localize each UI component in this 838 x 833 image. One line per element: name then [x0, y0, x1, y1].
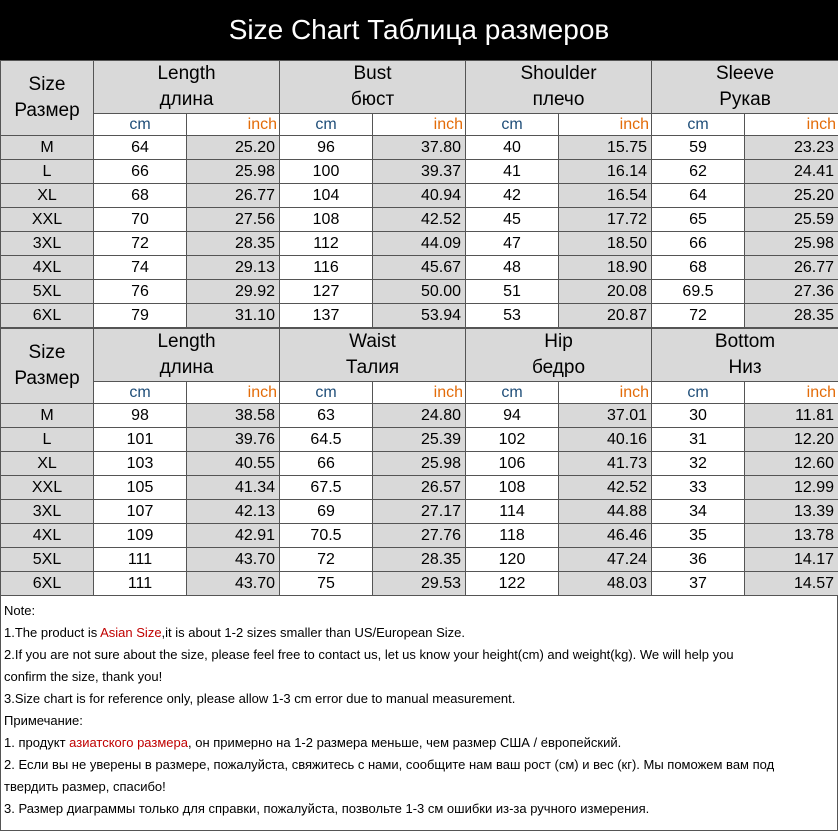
- cm-value: 37: [652, 572, 745, 596]
- note-highlight: азиатского размера: [69, 735, 188, 750]
- cm-value: 66: [652, 232, 745, 256]
- cm-value: 36: [652, 548, 745, 572]
- size-label: 4XL: [1, 256, 94, 280]
- cm-value: 122: [466, 572, 559, 596]
- inch-value: 25.39: [373, 428, 466, 452]
- cm-value: 96: [280, 136, 373, 160]
- size-header-ru: Размер: [14, 368, 80, 389]
- size-label: L: [1, 160, 94, 184]
- note-ru-1: [4, 732, 834, 754]
- inch-value: 25.98: [187, 160, 280, 184]
- inch-value: 37.80: [373, 136, 466, 160]
- unit-cm: cm: [652, 382, 745, 404]
- inch-value: 16.54: [559, 184, 652, 208]
- unit-inch: inch: [373, 114, 466, 136]
- column-header-en: Hip: [544, 331, 573, 352]
- table-row: [1, 184, 838, 208]
- cm-value: 41: [466, 160, 559, 184]
- table-row: [1, 524, 838, 548]
- table-row: [1, 452, 838, 476]
- unit-inch: inch: [373, 382, 466, 404]
- size-header-en: Size: [28, 74, 66, 95]
- cm-value: 107: [94, 500, 187, 524]
- inch-value: 31.10: [187, 304, 280, 328]
- cm-value: 40: [466, 136, 559, 160]
- column-header-sleeve: [652, 61, 838, 114]
- cm-value: 68: [652, 256, 745, 280]
- note-en-3: 3.Size chart is for reference only, please allow 1-3 cm error due to manual measurement.: [4, 691, 516, 706]
- inch-value: 28.35: [187, 232, 280, 256]
- cm-value: 105: [94, 476, 187, 500]
- column-header-en: Shoulder: [520, 63, 597, 84]
- inch-value: 18.90: [559, 256, 652, 280]
- column-header-bottom: [652, 329, 838, 382]
- inch-value: 40.55: [187, 452, 280, 476]
- inch-value: 27.36: [745, 280, 838, 304]
- inch-value: 25.20: [745, 184, 838, 208]
- cm-value: 70: [94, 208, 187, 232]
- note-ru-2a: 2. Если вы не уверены в размере, пожалуйста, свяжитесь с нами, сообщите нам ваш рост (см) и вес (кг). Мы поможем вам под: [4, 757, 775, 772]
- table-row: [1, 304, 838, 328]
- column-header-shoulder: [466, 61, 652, 114]
- cm-value: 137: [280, 304, 373, 328]
- inch-value: 39.76: [187, 428, 280, 452]
- size-header-en: Size: [28, 342, 66, 363]
- inch-value: 14.57: [745, 572, 838, 596]
- cm-value: 101: [94, 428, 187, 452]
- size-label: XL: [1, 452, 94, 476]
- column-header-en: Length: [157, 331, 216, 352]
- unit-cm: cm: [94, 114, 187, 136]
- column-header-ru: бюст: [350, 89, 395, 110]
- inch-value: 25.98: [745, 232, 838, 256]
- inch-value: 12.60: [745, 452, 838, 476]
- size-header-ru: Размер: [14, 100, 80, 121]
- table-row: [1, 428, 838, 452]
- inch-value: 12.20: [745, 428, 838, 452]
- cm-value: 33: [652, 476, 745, 500]
- cm-value: 76: [94, 280, 187, 304]
- note-text: , он примерно на 1-2 размера меньше, чем размер США / европейский.: [187, 735, 622, 750]
- size-label: XXL: [1, 476, 94, 500]
- inch-value: 15.75: [559, 136, 652, 160]
- size-header: [1, 61, 94, 136]
- inch-value: 44.88: [559, 500, 652, 524]
- inch-value: 12.99: [745, 476, 838, 500]
- cm-value: 42: [466, 184, 559, 208]
- inch-value: 42.52: [559, 476, 652, 500]
- note-en-2a: 2.If you are not sure about the size, please feel free to contact us, let us know your height(cm) and weight(kg). We will help you: [4, 647, 734, 662]
- note-en-1: [4, 622, 834, 644]
- cm-value: 127: [280, 280, 373, 304]
- table-row: [1, 476, 838, 500]
- inch-value: 14.17: [745, 548, 838, 572]
- inch-value: 25.98: [373, 452, 466, 476]
- cm-value: 35: [652, 524, 745, 548]
- inch-value: 43.70: [187, 548, 280, 572]
- inch-value: 44.09: [373, 232, 466, 256]
- unit-inch: inch: [745, 382, 838, 404]
- inch-value: 40.94: [373, 184, 466, 208]
- size-label: 4XL: [1, 524, 94, 548]
- cm-value: 116: [280, 256, 373, 280]
- inch-value: 47.24: [559, 548, 652, 572]
- cm-value: 108: [466, 476, 559, 500]
- inch-value: 25.20: [187, 136, 280, 160]
- inch-value: 26.77: [187, 184, 280, 208]
- note-ru-2b: твердить размер, спасибо!: [4, 779, 166, 794]
- note-highlight: Asian Size: [100, 625, 162, 640]
- size-label: 6XL: [1, 304, 94, 328]
- inch-value: 11.81: [745, 404, 838, 428]
- inch-value: 13.39: [745, 500, 838, 524]
- cm-value: 103: [94, 452, 187, 476]
- column-header-ru: Рукав: [719, 89, 771, 110]
- cm-value: 111: [94, 548, 187, 572]
- column-header-length: [94, 329, 280, 382]
- table-row: [1, 404, 838, 428]
- cm-value: 120: [466, 548, 559, 572]
- inch-value: 41.73: [559, 452, 652, 476]
- inch-value: 29.92: [187, 280, 280, 304]
- unit-cm: cm: [280, 114, 373, 136]
- note-text: 1. продукт: [4, 735, 70, 750]
- inch-value: 46.46: [559, 524, 652, 548]
- inch-value: 27.17: [373, 500, 466, 524]
- unit-cm: cm: [652, 114, 745, 136]
- column-header-bust: [280, 61, 466, 114]
- inch-value: 17.72: [559, 208, 652, 232]
- cm-value: 64: [652, 184, 745, 208]
- table-row: [1, 572, 838, 596]
- size-label: M: [1, 136, 94, 160]
- cm-value: 53: [466, 304, 559, 328]
- inch-value: 42.91: [187, 524, 280, 548]
- cm-value: 70.5: [280, 524, 373, 548]
- cm-value: 118: [466, 524, 559, 548]
- inch-value: 18.50: [559, 232, 652, 256]
- unit-inch: inch: [559, 114, 652, 136]
- inch-value: 27.76: [373, 524, 466, 548]
- cm-value: 67.5: [280, 476, 373, 500]
- cm-value: 108: [280, 208, 373, 232]
- cm-value: 32: [652, 452, 745, 476]
- note-en-2b: confirm the size, thank you!: [4, 669, 163, 684]
- column-header-ru: бедро: [531, 357, 586, 378]
- cm-value: 69: [280, 500, 373, 524]
- size-header: [1, 329, 94, 404]
- cm-value: 106: [466, 452, 559, 476]
- table-row: [1, 208, 838, 232]
- table-row: [1, 280, 838, 304]
- cm-value: 112: [280, 232, 373, 256]
- cm-value: 109: [94, 524, 187, 548]
- size-label: 5XL: [1, 280, 94, 304]
- cm-value: 59: [652, 136, 745, 160]
- size-label: 5XL: [1, 548, 94, 572]
- cm-value: 69.5: [652, 280, 745, 304]
- cm-value: 64: [94, 136, 187, 160]
- cm-value: 51: [466, 280, 559, 304]
- table-row: [1, 548, 838, 572]
- table-row: [1, 256, 838, 280]
- column-header-waist: [280, 329, 466, 382]
- note-label: Note:: [4, 603, 36, 618]
- inch-value: 39.37: [373, 160, 466, 184]
- cm-value: 45: [466, 208, 559, 232]
- size-label: L: [1, 428, 94, 452]
- inch-value: 20.87: [559, 304, 652, 328]
- column-header-hip: [466, 329, 652, 382]
- note-text: 1.The product is: [4, 625, 101, 640]
- size-label: XXL: [1, 208, 94, 232]
- inch-value: 16.14: [559, 160, 652, 184]
- unit-cm: cm: [466, 114, 559, 136]
- column-header-en: Bottom: [714, 331, 776, 352]
- cm-value: 68: [94, 184, 187, 208]
- unit-cm: cm: [280, 382, 373, 404]
- inch-value: 48.03: [559, 572, 652, 596]
- size-label: 3XL: [1, 232, 94, 256]
- inch-value: 41.34: [187, 476, 280, 500]
- inch-value: 28.35: [745, 304, 838, 328]
- size-table-1: [0, 60, 838, 328]
- cm-value: 47: [466, 232, 559, 256]
- inch-value: 53.94: [373, 304, 466, 328]
- column-header-en: Waist: [349, 331, 396, 352]
- cm-value: 66: [94, 160, 187, 184]
- cm-value: 74: [94, 256, 187, 280]
- column-header-length: [94, 61, 280, 114]
- note-text: ,it is about 1-2 sizes smaller than US/European Size.: [161, 625, 466, 640]
- inch-value: 38.58: [187, 404, 280, 428]
- column-header-ru: Низ: [728, 357, 762, 378]
- inch-value: 25.59: [745, 208, 838, 232]
- cm-value: 104: [280, 184, 373, 208]
- inch-value: 26.57: [373, 476, 466, 500]
- cm-value: 114: [466, 500, 559, 524]
- unit-cm: cm: [94, 382, 187, 404]
- cm-value: 98: [94, 404, 187, 428]
- size-label: M: [1, 404, 94, 428]
- table-row: [1, 136, 838, 160]
- cm-value: 65: [652, 208, 745, 232]
- cm-value: 31: [652, 428, 745, 452]
- inch-value: 27.56: [187, 208, 280, 232]
- column-header-en: Sleeve: [715, 63, 775, 84]
- inch-value: 29.13: [187, 256, 280, 280]
- column-header-ru: плечо: [532, 89, 585, 110]
- table-row: [1, 232, 838, 256]
- unit-inch: inch: [187, 382, 280, 404]
- cm-value: 66: [280, 452, 373, 476]
- page-title: Size Chart Таблица размеров: [0, 0, 838, 60]
- cm-value: 75: [280, 572, 373, 596]
- cm-value: 94: [466, 404, 559, 428]
- cm-value: 62: [652, 160, 745, 184]
- notes-section: [0, 596, 838, 831]
- inch-value: 37.01: [559, 404, 652, 428]
- inch-value: 45.67: [373, 256, 466, 280]
- inch-value: 24.80: [373, 404, 466, 428]
- cm-value: 102: [466, 428, 559, 452]
- size-table-2: [0, 328, 838, 596]
- size-label: XL: [1, 184, 94, 208]
- cm-value: 63: [280, 404, 373, 428]
- column-header-ru: Талия: [345, 357, 400, 378]
- table-row: [1, 160, 838, 184]
- unit-inch: inch: [187, 114, 280, 136]
- inch-value: 40.16: [559, 428, 652, 452]
- inch-value: 13.78: [745, 524, 838, 548]
- size-label: 3XL: [1, 500, 94, 524]
- cm-value: 72: [652, 304, 745, 328]
- inch-value: 24.41: [745, 160, 838, 184]
- unit-cm: cm: [466, 382, 559, 404]
- size-label: 6XL: [1, 572, 94, 596]
- cm-value: 34: [652, 500, 745, 524]
- inch-value: 42.52: [373, 208, 466, 232]
- note-ru-3: 3. Размер диаграммы только для справки, пожалуйста, позвольте 1-3 см ошибки из-за ручного измерения.: [4, 801, 650, 816]
- cm-value: 111: [94, 572, 187, 596]
- cm-value: 100: [280, 160, 373, 184]
- table-row: [1, 500, 838, 524]
- unit-inch: inch: [559, 382, 652, 404]
- inch-value: 28.35: [373, 548, 466, 572]
- cm-value: 48: [466, 256, 559, 280]
- unit-inch: inch: [745, 114, 838, 136]
- inch-value: 50.00: [373, 280, 466, 304]
- cm-value: 79: [94, 304, 187, 328]
- cm-value: 72: [280, 548, 373, 572]
- inch-value: 42.13: [187, 500, 280, 524]
- cm-value: 64.5: [280, 428, 373, 452]
- column-header-ru: длина: [159, 357, 214, 378]
- column-header-ru: длина: [159, 89, 214, 110]
- inch-value: 20.08: [559, 280, 652, 304]
- inch-value: 29.53: [373, 572, 466, 596]
- cm-value: 72: [94, 232, 187, 256]
- note-ru-label: Примечание:: [4, 713, 83, 728]
- column-header-en: Bust: [353, 63, 392, 84]
- inch-value: 23.23: [745, 136, 838, 160]
- cm-value: 30: [652, 404, 745, 428]
- column-header-en: Length: [157, 63, 216, 84]
- inch-value: 43.70: [187, 572, 280, 596]
- inch-value: 26.77: [745, 256, 838, 280]
